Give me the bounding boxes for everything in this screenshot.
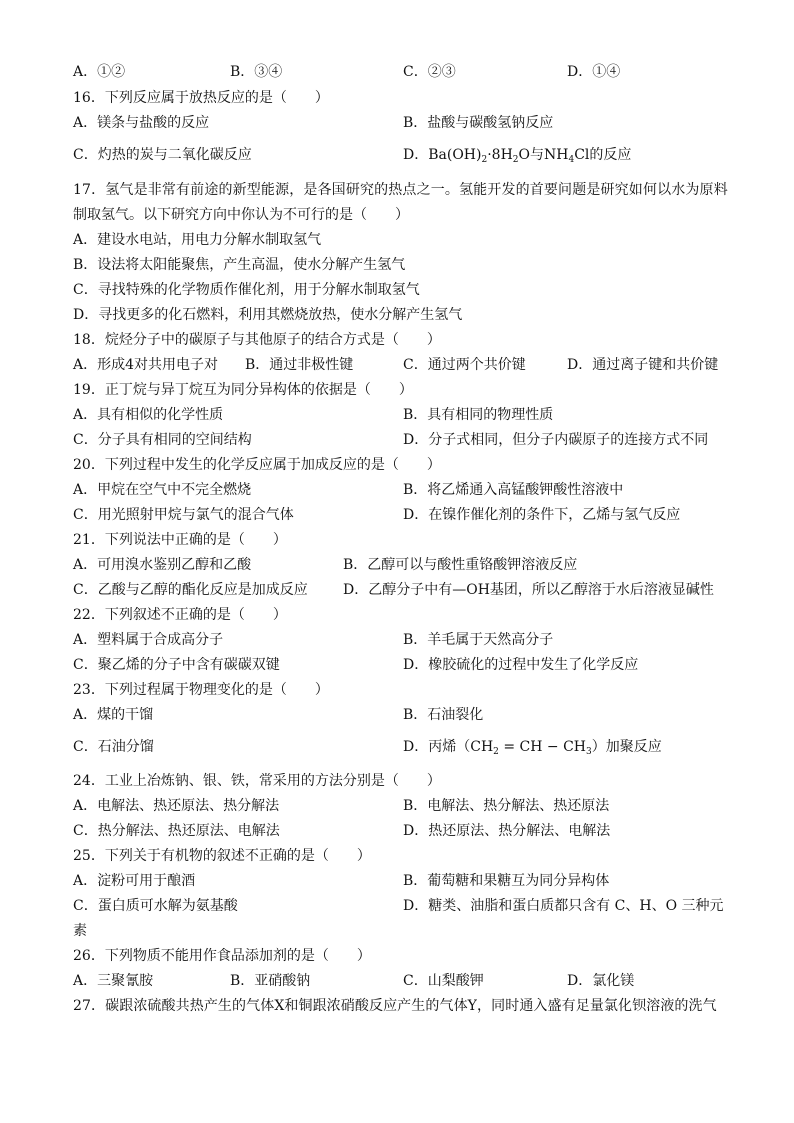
q25-stem: 25．下列关于有机物的叙述不正确的是（ ） <box>73 848 371 864</box>
q16-d-formula-2: ·8H <box>487 147 513 163</box>
q27-stem: 27．碳跟浓硫酸共热产生的气体X和铜跟浓硝酸反应产生的气体Y，同时通入盛有足量氯化钡溶液的洗气 <box>73 998 717 1014</box>
q16-option-d <box>403 146 631 164</box>
q25-option-b: B．葡萄糖和果糖互为同分异构体 <box>403 873 610 889</box>
q23-option-c: C．石油分馏 <box>73 739 154 755</box>
q20-option-d: D．在镍作催化剂的条件下，乙烯与氢气反应 <box>403 507 681 523</box>
q23-option-d <box>403 738 662 756</box>
q22-stem: 22．下列叙述不正确的是（ ） <box>73 607 287 623</box>
q21-option-c: C．乙酸与乙醇的酯化反应是加成反应 <box>73 582 308 598</box>
q18-option-d: D．通过离子键和共价键 <box>567 357 719 373</box>
q25-option-d-wrap: 素 <box>73 923 87 939</box>
q25-option-d: D．糖类、油脂和蛋白质都只含有 C、H、O 三种元 <box>403 898 724 914</box>
q26-option-a: A．三聚氰胺 <box>73 973 154 989</box>
q17-option-d: D．寻找更多的化石燃料，利用其燃烧放热，使水分解产生氢气 <box>73 307 463 323</box>
q19-option-b: B．具有相同的物理性质 <box>403 407 554 423</box>
q25-option-c: C．蛋白质可水解为氨基酸 <box>73 898 238 914</box>
q24-stem: 24．工业上冶炼钠、银、铁，常采用的方法分别是（ ） <box>73 773 441 789</box>
q15-option-a: A．①② <box>73 64 126 80</box>
q16-d-formula-1: Ba(OH) <box>428 147 482 163</box>
q20-option-a: A．甲烷在空气中不完全燃烧 <box>73 482 252 498</box>
q16-d-formula-3: O与NH <box>518 147 569 163</box>
q17-option-c: C．寻找特殊的化学物质作催化剂，用于分解水制取氢气 <box>73 282 420 298</box>
q23-stem: 23．下列过程属于物理变化的是（ ） <box>73 682 329 698</box>
q16-option-a: A．镁条与盐酸的反应 <box>73 115 210 131</box>
q16-d-sub-3: 4 <box>568 155 575 165</box>
q24-option-a: A．电解法、热还原法、热分解法 <box>73 798 280 814</box>
q23-option-b: B．石油裂化 <box>403 707 484 723</box>
q23-d-prefix: D．丙烯（ <box>403 739 471 755</box>
q19-option-c: C．分子具有相同的空间结构 <box>73 432 252 448</box>
q18-stem: 18．烷烃分子中的碳原子与其他原子的结合方式是（ ） <box>73 332 441 348</box>
q26-option-d: D．氯化镁 <box>567 973 635 989</box>
q18-option-c: C．通过两个共价键 <box>403 357 526 373</box>
q23-d-formula-2: = CH − CH <box>498 739 586 755</box>
q23-d-suffix: ）加聚反应 <box>591 739 662 755</box>
q24-option-b: B．电解法、热分解法、热还原法 <box>403 798 610 814</box>
q21-stem: 21．下列说法中正确的是（ ） <box>73 532 287 548</box>
q16-stem: 16．下列反应属于放热反应的是（ ） <box>73 90 329 106</box>
q23-d-sub-2: 3 <box>586 747 592 757</box>
q20-option-b: B．将乙烯通入高锰酸钾酸性溶液中 <box>403 482 624 498</box>
q17-option-b: B．设法将太阳能聚焦，产生高温，使水分解产生氢气 <box>73 257 406 273</box>
q15-option-c: C．②③ <box>403 64 456 80</box>
q15-option-d: D．①④ <box>567 64 621 80</box>
q26-option-c: C．山梨酸钾 <box>403 973 484 989</box>
q16-d-sub-2: 2 <box>512 155 519 165</box>
q17-stem-line-2: 制取氢气。以下研究方向中你认为不可行的是（ ） <box>73 207 409 223</box>
q23-option-a: A．煤的干馏 <box>73 707 154 723</box>
q22-option-c: C．聚乙烯的分子中含有碳碳双键 <box>73 657 280 673</box>
q17-option-a: A．建设水电站，用电力分解水制取氢气 <box>73 232 322 248</box>
q26-stem: 26．下列物质不能用作食品添加剂的是（ ） <box>73 948 371 964</box>
q16-option-b: B．盐酸与碳酸氢钠反应 <box>403 115 554 131</box>
q21-option-d: D．乙醇分子中有—OH基团，所以乙醇溶于水后溶液显碱性 <box>343 582 714 598</box>
q22-option-b: B．羊毛属于天然高分子 <box>403 632 554 648</box>
q26-option-b: B．亚硝酸钠 <box>230 973 311 989</box>
q23-d-sub-1: 2 <box>493 747 499 757</box>
q20-stem: 20．下列过程中发生的化学反应属于加成反应的是（ ） <box>73 457 441 473</box>
q18-option-b: B．通过非极性键 <box>245 357 354 373</box>
q21-option-b: B．乙醇可以与酸性重铬酸钾溶液反应 <box>343 557 578 573</box>
q17-stem-line-1: 17．氢气是非常有前途的新型能源，是各国研究的热点之一。氢能开发的首要问题是研究如何以水为原料 <box>73 182 728 198</box>
q19-option-a: A．具有相似的化学性质 <box>73 407 224 423</box>
q20-option-c: C．用光照射甲烷与氯气的混合气体 <box>73 507 294 523</box>
q25-option-a: A．淀粉可用于酿酒 <box>73 873 196 889</box>
q16-d-sub-1: 2 <box>481 155 488 165</box>
q24-option-c: C．热分解法、热还原法、电解法 <box>73 823 280 839</box>
q22-option-d: D．橡胶硫化的过程中发生了化学反应 <box>403 657 639 673</box>
q16-option-c: C．灼热的炭与二氧化碳反应 <box>73 147 252 163</box>
q23-d-formula-1: CH <box>470 739 494 755</box>
q18-option-a: A．形成4对共用电子对 <box>73 357 219 373</box>
q21-option-a: A．可用溴水鉴别乙醇和乙酸 <box>73 557 252 573</box>
q16-d-formula-4: Cl的反应 <box>574 147 632 163</box>
q19-option-d: D．分子式相同，但分子内碳原子的连接方式不同 <box>403 432 709 448</box>
q16-d-prefix: D． <box>403 147 429 163</box>
q24-option-d: D．热还原法、热分解法、电解法 <box>403 823 611 839</box>
q19-stem: 19．正丁烷与异丁烷互为同分异构体的依据是（ ） <box>73 382 413 398</box>
q22-option-a: A．塑料属于合成高分子 <box>73 632 224 648</box>
q15-option-b: B．③④ <box>230 64 283 80</box>
